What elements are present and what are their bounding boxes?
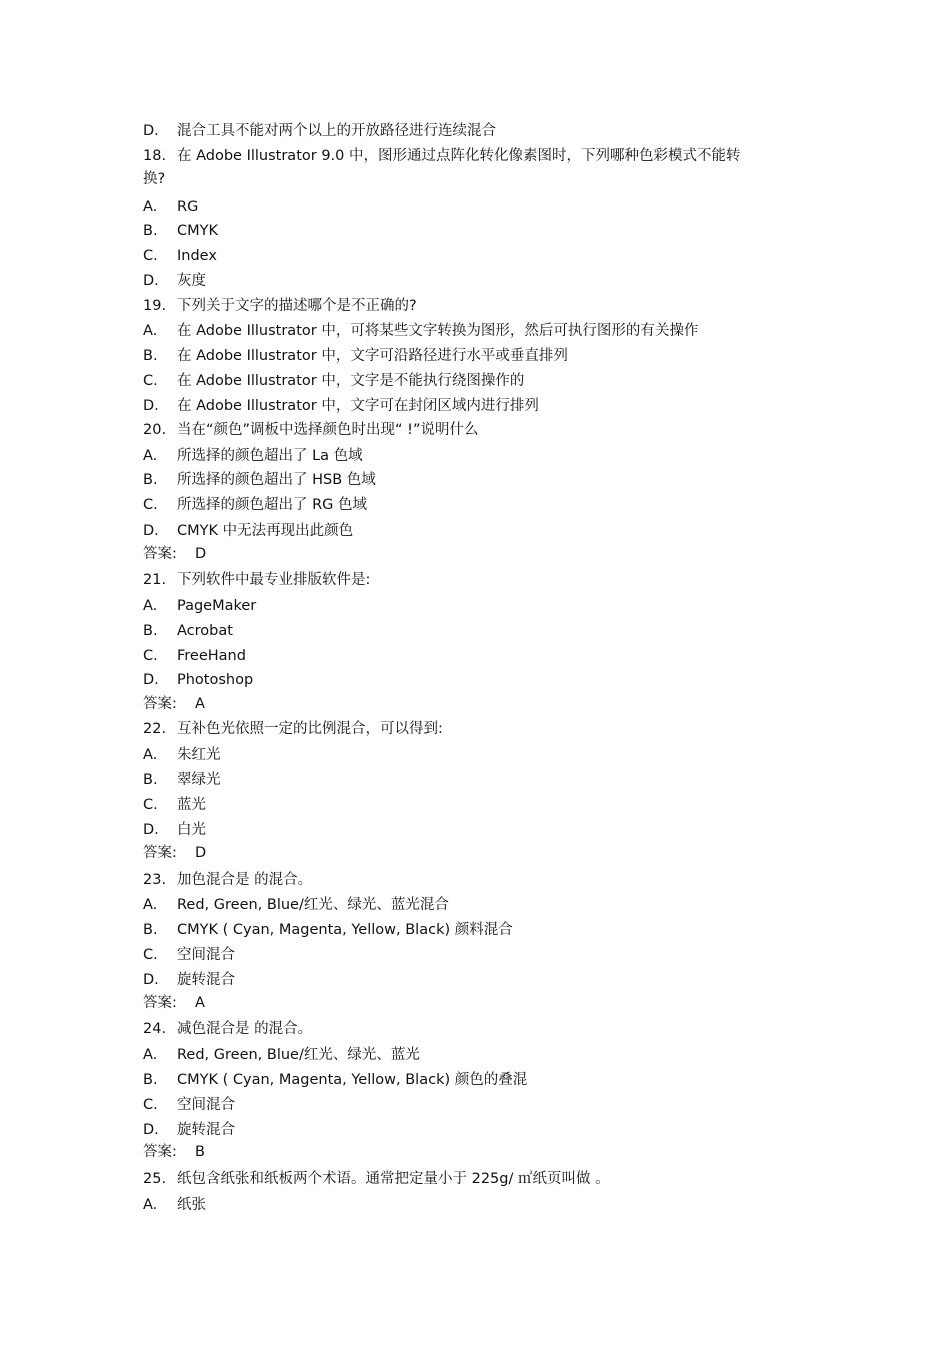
option-label: B.	[143, 922, 158, 938]
option-text: 旋转混合	[177, 1122, 235, 1138]
option-text: 朱红光	[177, 747, 221, 763]
option-line	[143, 746, 221, 764]
question-text: 当在“颜色”调板中选择颜色时出现“ !”说明什么	[177, 422, 479, 438]
option-label: A.	[143, 448, 158, 464]
question-line	[143, 571, 370, 589]
option-label: D.	[143, 672, 159, 688]
option-text: Index	[177, 248, 217, 264]
option-label: D.	[143, 398, 159, 414]
option-text: 在 Adobe Illustrator 中，文字可沿路径进行水平或垂直排列	[177, 348, 568, 364]
option-line	[143, 896, 449, 914]
option-text: CMYK ( Cyan, Magenta, Yellow, Black) 颜料混合	[177, 922, 513, 938]
question-number: 18.	[143, 148, 167, 164]
question-line	[143, 147, 741, 165]
option-line	[143, 272, 206, 290]
answer-text: A	[195, 995, 205, 1011]
option-label: C.	[143, 1097, 158, 1113]
question-line	[143, 297, 417, 315]
option-line	[143, 1121, 235, 1139]
option-text: 在 Adobe Illustrator 中，可将某些文字转换为图形，然后可执行图形的有关操作	[177, 323, 699, 339]
option-label: B.	[143, 223, 158, 239]
option-text: 纸张	[177, 1197, 206, 1213]
option-line	[143, 247, 217, 265]
option-line	[143, 322, 698, 340]
option-text: 灰度	[177, 273, 206, 289]
question-text: 纸包含纸张和纸板两个术语。通常把定量小于 225g/ ㎡纸页叫做 。	[177, 1171, 610, 1187]
option-line	[143, 921, 513, 939]
answer-label: 答案:	[143, 1144, 177, 1160]
option-line	[143, 597, 256, 615]
option-text: Red, Green, Blue/红光、绿光、蓝光	[177, 1047, 420, 1063]
answer-label: 答案:	[143, 995, 177, 1011]
question-line	[143, 871, 312, 889]
line-text: 混合工具不能对两个以上的开放路径进行连续混合	[177, 123, 496, 139]
option-text: 翠绿光	[177, 772, 221, 788]
option-text: 在 Adobe Illustrator 中，文字可在封闭区域内进行排列	[177, 398, 539, 414]
question-number: 24.	[143, 1021, 167, 1037]
option-line	[143, 372, 524, 390]
answer-text: B	[195, 1144, 205, 1160]
option-text: 旋转混合	[177, 972, 235, 988]
question-line	[143, 720, 443, 738]
option-text: Acrobat	[177, 623, 233, 639]
option-label: D.	[143, 972, 159, 988]
option-label: B.	[143, 772, 158, 788]
option-text: 白光	[177, 822, 206, 838]
option-text: CMYK ( Cyan, Magenta, Yellow, Black) 颜色的叠混	[177, 1072, 528, 1088]
option-text: CMYK	[177, 223, 219, 239]
option-line	[143, 622, 233, 640]
option-line	[143, 496, 367, 514]
answer-line	[143, 844, 206, 862]
answer-line	[143, 1143, 205, 1161]
question-number: 23.	[143, 872, 167, 888]
option-label: A.	[143, 199, 158, 215]
option-label: C.	[143, 373, 158, 389]
option-label: A.	[143, 1197, 158, 1213]
option-text: 在 Adobe Illustrator 中，文字是不能执行绕图操作的	[177, 373, 525, 389]
option-text: 所选择的颜色超出了 HSB 色域	[177, 472, 376, 488]
option-line	[143, 946, 235, 964]
answer-label: 答案:	[143, 696, 177, 712]
option-line	[143, 796, 206, 814]
option-line	[143, 471, 376, 489]
option-label: C.	[143, 947, 158, 963]
option-label: B.	[143, 623, 158, 639]
answer-text: D	[195, 845, 207, 861]
option-line	[143, 671, 253, 689]
question-number: 19.	[143, 298, 167, 314]
question-number: 20.	[143, 422, 167, 438]
option-line	[143, 1196, 206, 1214]
text-line	[143, 122, 496, 140]
option-label: B.	[143, 1072, 158, 1088]
answer-label: 答案:	[143, 845, 177, 861]
answer-text: D	[195, 546, 207, 562]
question-text: 互补色光依照一定的比例混合，可以得到:	[177, 721, 443, 737]
option-line	[143, 447, 363, 465]
option-label: C.	[143, 497, 158, 513]
option-line	[143, 771, 221, 789]
option-text: 空间混合	[177, 1097, 235, 1113]
option-text: 所选择的颜色超出了 RG 色域	[177, 497, 368, 513]
question-line	[143, 1170, 610, 1188]
option-line	[143, 1071, 527, 1089]
answer-label: 答案:	[143, 546, 177, 562]
answer-line	[143, 994, 205, 1012]
answer-line	[143, 695, 205, 713]
option-label: A.	[143, 323, 158, 339]
question-number: 25.	[143, 1171, 167, 1187]
option-text: 所选择的颜色超出了 La 色域	[177, 448, 363, 464]
question-text: 减色混合是 的混合。	[177, 1021, 313, 1037]
question-line	[143, 421, 478, 439]
option-text: RG	[177, 199, 199, 215]
option-label: C.	[143, 248, 158, 264]
question-number: 21.	[143, 572, 167, 588]
option-label: B.	[143, 472, 158, 488]
option-label: A.	[143, 1047, 158, 1063]
line-label: D.	[143, 123, 159, 139]
option-line	[143, 1096, 235, 1114]
option-label: C.	[143, 648, 158, 664]
option-line	[143, 222, 218, 240]
option-text: CMYK 中无法再现出此颜色	[177, 523, 354, 539]
option-line	[143, 1046, 420, 1064]
option-text: Photoshop	[177, 672, 254, 688]
option-label: A.	[143, 747, 158, 763]
question-text: 下列软件中最专业排版软件是:	[177, 572, 371, 588]
question-text: 下列关于文字的描述哪个是不正确的?	[177, 298, 417, 314]
option-text: FreeHand	[177, 648, 246, 664]
option-label: D.	[143, 822, 159, 838]
question-continuation	[143, 170, 165, 188]
option-label: A.	[143, 598, 158, 614]
question-number: 22.	[143, 721, 167, 737]
option-line	[143, 347, 568, 365]
option-line	[143, 971, 235, 989]
option-label: D.	[143, 1122, 159, 1138]
option-text: Red, Green, Blue/红光、绿光、蓝光混合	[177, 897, 449, 913]
option-text: PageMaker	[177, 598, 257, 614]
option-text: 空间混合	[177, 947, 235, 963]
option-line	[143, 647, 246, 665]
option-line	[143, 821, 206, 839]
option-text: 蓝光	[177, 797, 206, 813]
answer-line	[143, 545, 206, 563]
option-label: C.	[143, 797, 158, 813]
question-line	[143, 1020, 312, 1038]
option-line	[143, 198, 198, 216]
answer-text: A	[195, 696, 205, 712]
option-line	[143, 522, 353, 540]
option-line	[143, 397, 539, 415]
option-label: D.	[143, 273, 159, 289]
option-label: A.	[143, 897, 158, 913]
line-text: 换?	[143, 171, 166, 187]
question-text: 在 Adobe Illustrator 9.0 中，图形通过点阵化转化像素图时，下列哪种色彩模式不能转	[177, 148, 741, 164]
option-label: B.	[143, 348, 158, 364]
question-text: 加色混合是 的混合。	[177, 872, 313, 888]
option-label: D.	[143, 523, 159, 539]
